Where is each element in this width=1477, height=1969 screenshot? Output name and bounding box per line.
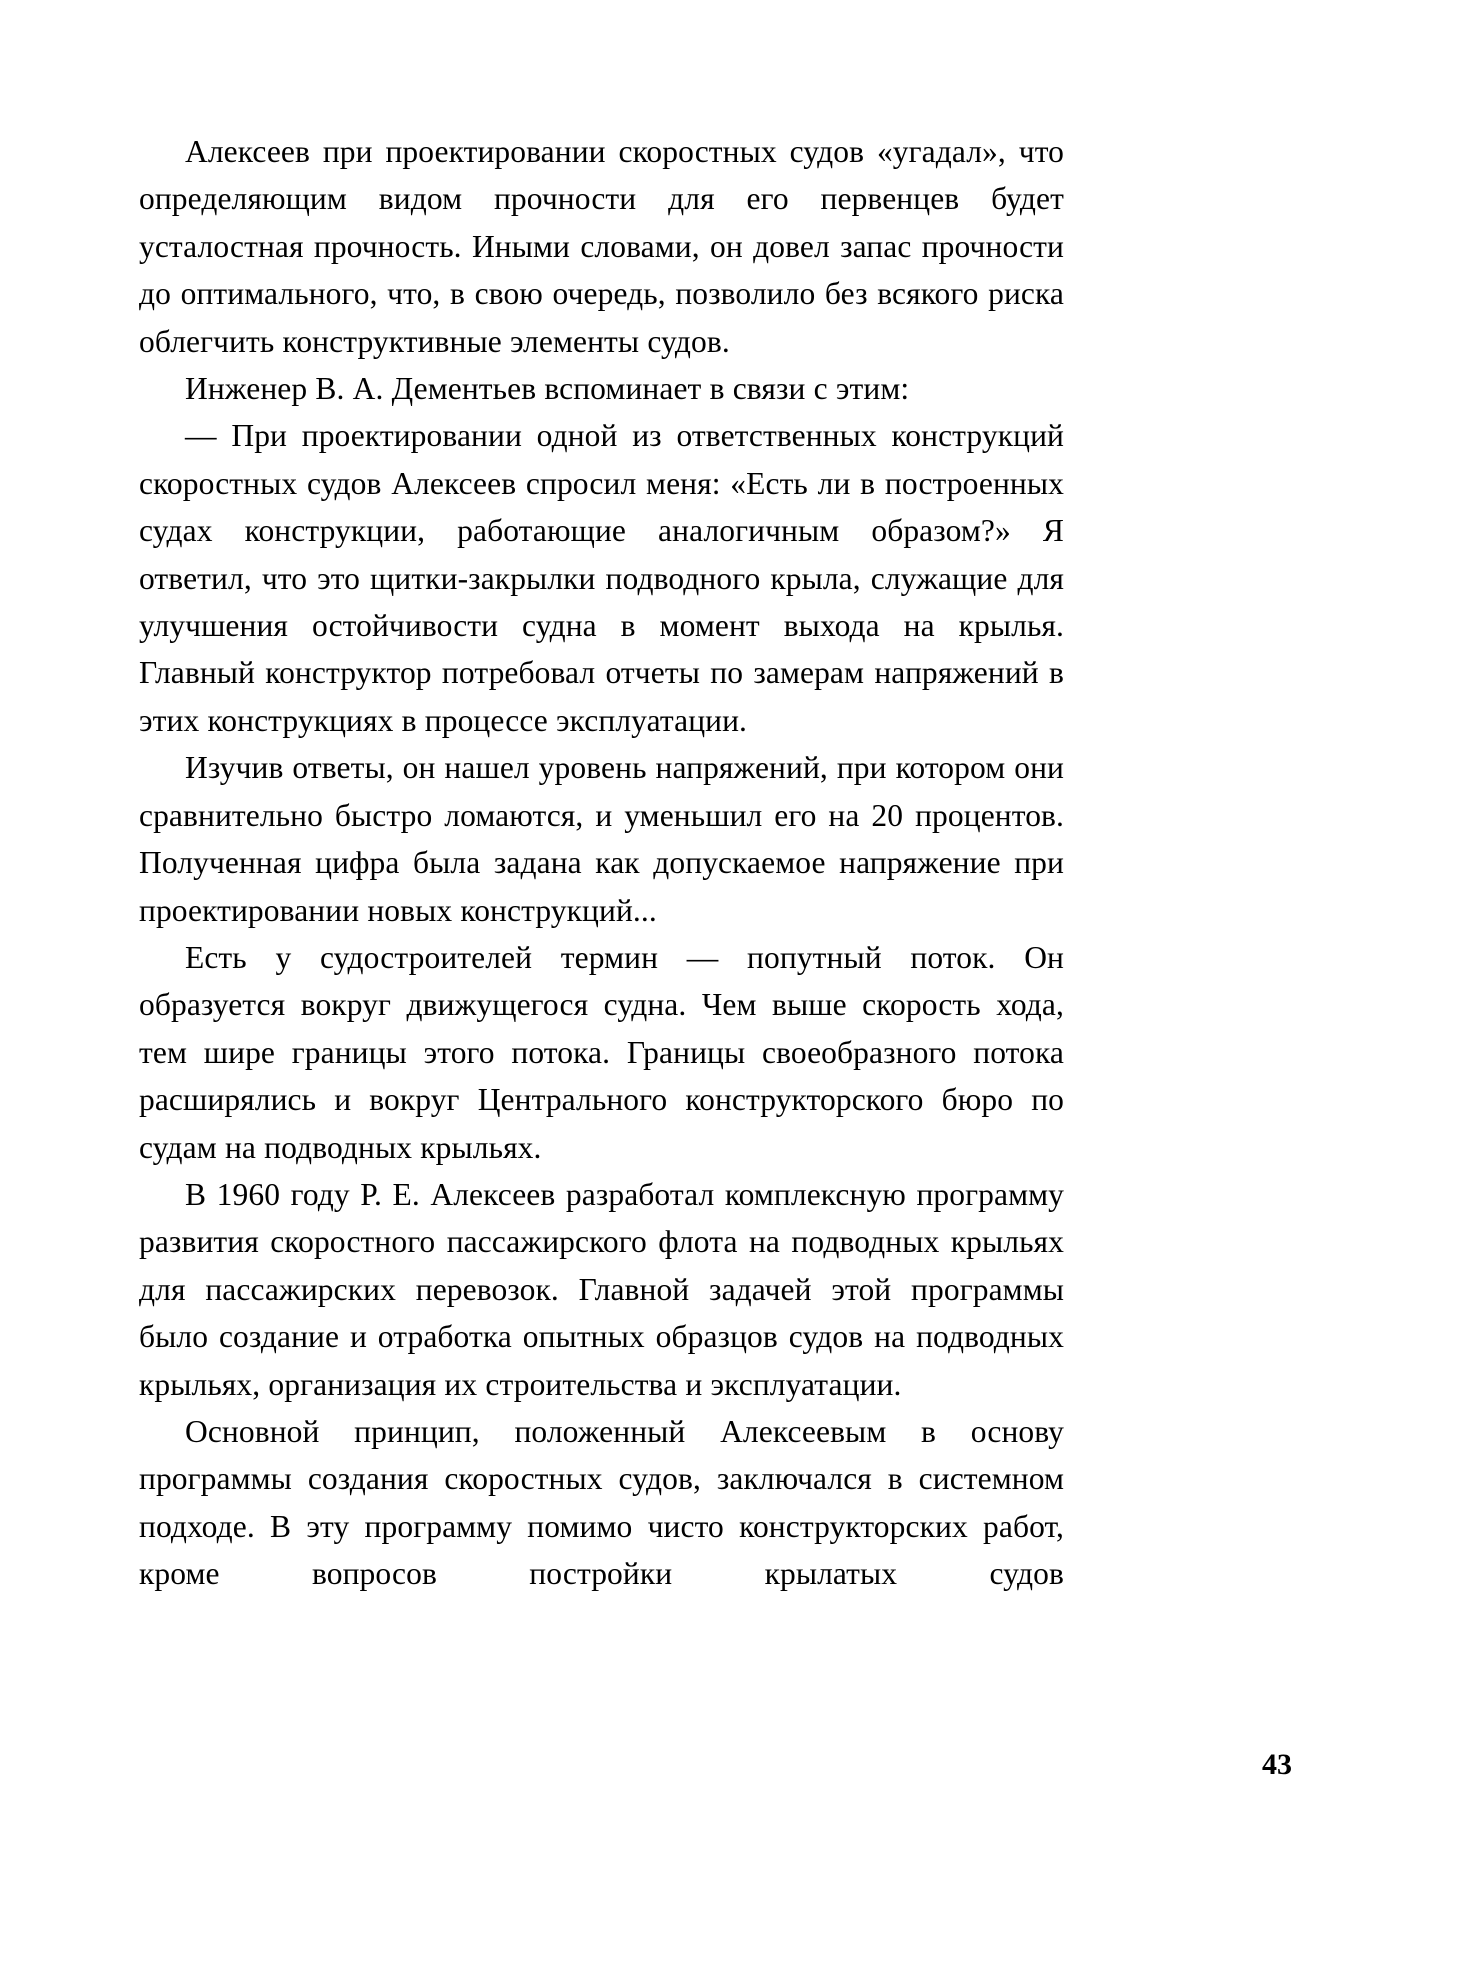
paragraph: — При проектировании одной из ответственных конструкций скоростных судов Алексеев спросил меня: «Есть ли в построенных судах конструкции, работающие аналогичным образом?» Я ответил, что это щитки-закрылки подводного крыла, служащие для улучшения остойчивости судна в момент выхода на крылья. Главный конструктор потребовал отчеты по замерам напряжений в этих конструкциях в процессе эксплуатации. — [139, 418, 1064, 738]
page-number: 43 — [1262, 1748, 1292, 1781]
paragraph: Основной принцип, положенный Алексеевым в основу программы создания скоростных судов, заключался в системном подходе. В эту программу помимо чисто конструкторских работ, кроме вопросов постройки крылатых судов — [139, 1413, 1064, 1592]
paragraph: Инженер В. А. Дементьев вспоминает в связи с этим: — [185, 371, 910, 407]
paragraph: Алексеев при проектировании скоростных судов «угадал», что определяющим видом прочности для его первенцев будет усталостная прочность. Иными словами, он довел запас прочности до оптимального, что, в свою очередь, позволило без всякого риска облегчить конструктивные элементы судов. — [139, 134, 1064, 359]
paragraph: Изучив ответы, он нашел уровень напряжений, при котором они сравнительно быстро ломаются, и уменьшил его на 20 процентов. Полученная цифра была задана как допускаемое напряжение при проектировании новых конструкций... — [139, 750, 1064, 928]
page-text-body — [139, 128, 1064, 1598]
paragraph: Есть у судостроителей термин — попутный поток. Он образуется вокруг движущегося судна. Чем выше скорость хода, тем шире границы этого потока. Границы своеобразного потока расширялись и вокруг Центрального конструкторского бюро по судам на подводных крыльях. — [139, 939, 1064, 1165]
paragraph: В 1960 году Р. Е. Алексеев разработал комплексную программу развития скоростного пассажирского флота на подводных крыльях для пассажирских перевозок. Главной задачей этой программы было создание и отработка опытных образцов судов на подводных крыльях, организация их строительства и эксплуатации. — [139, 1176, 1064, 1402]
